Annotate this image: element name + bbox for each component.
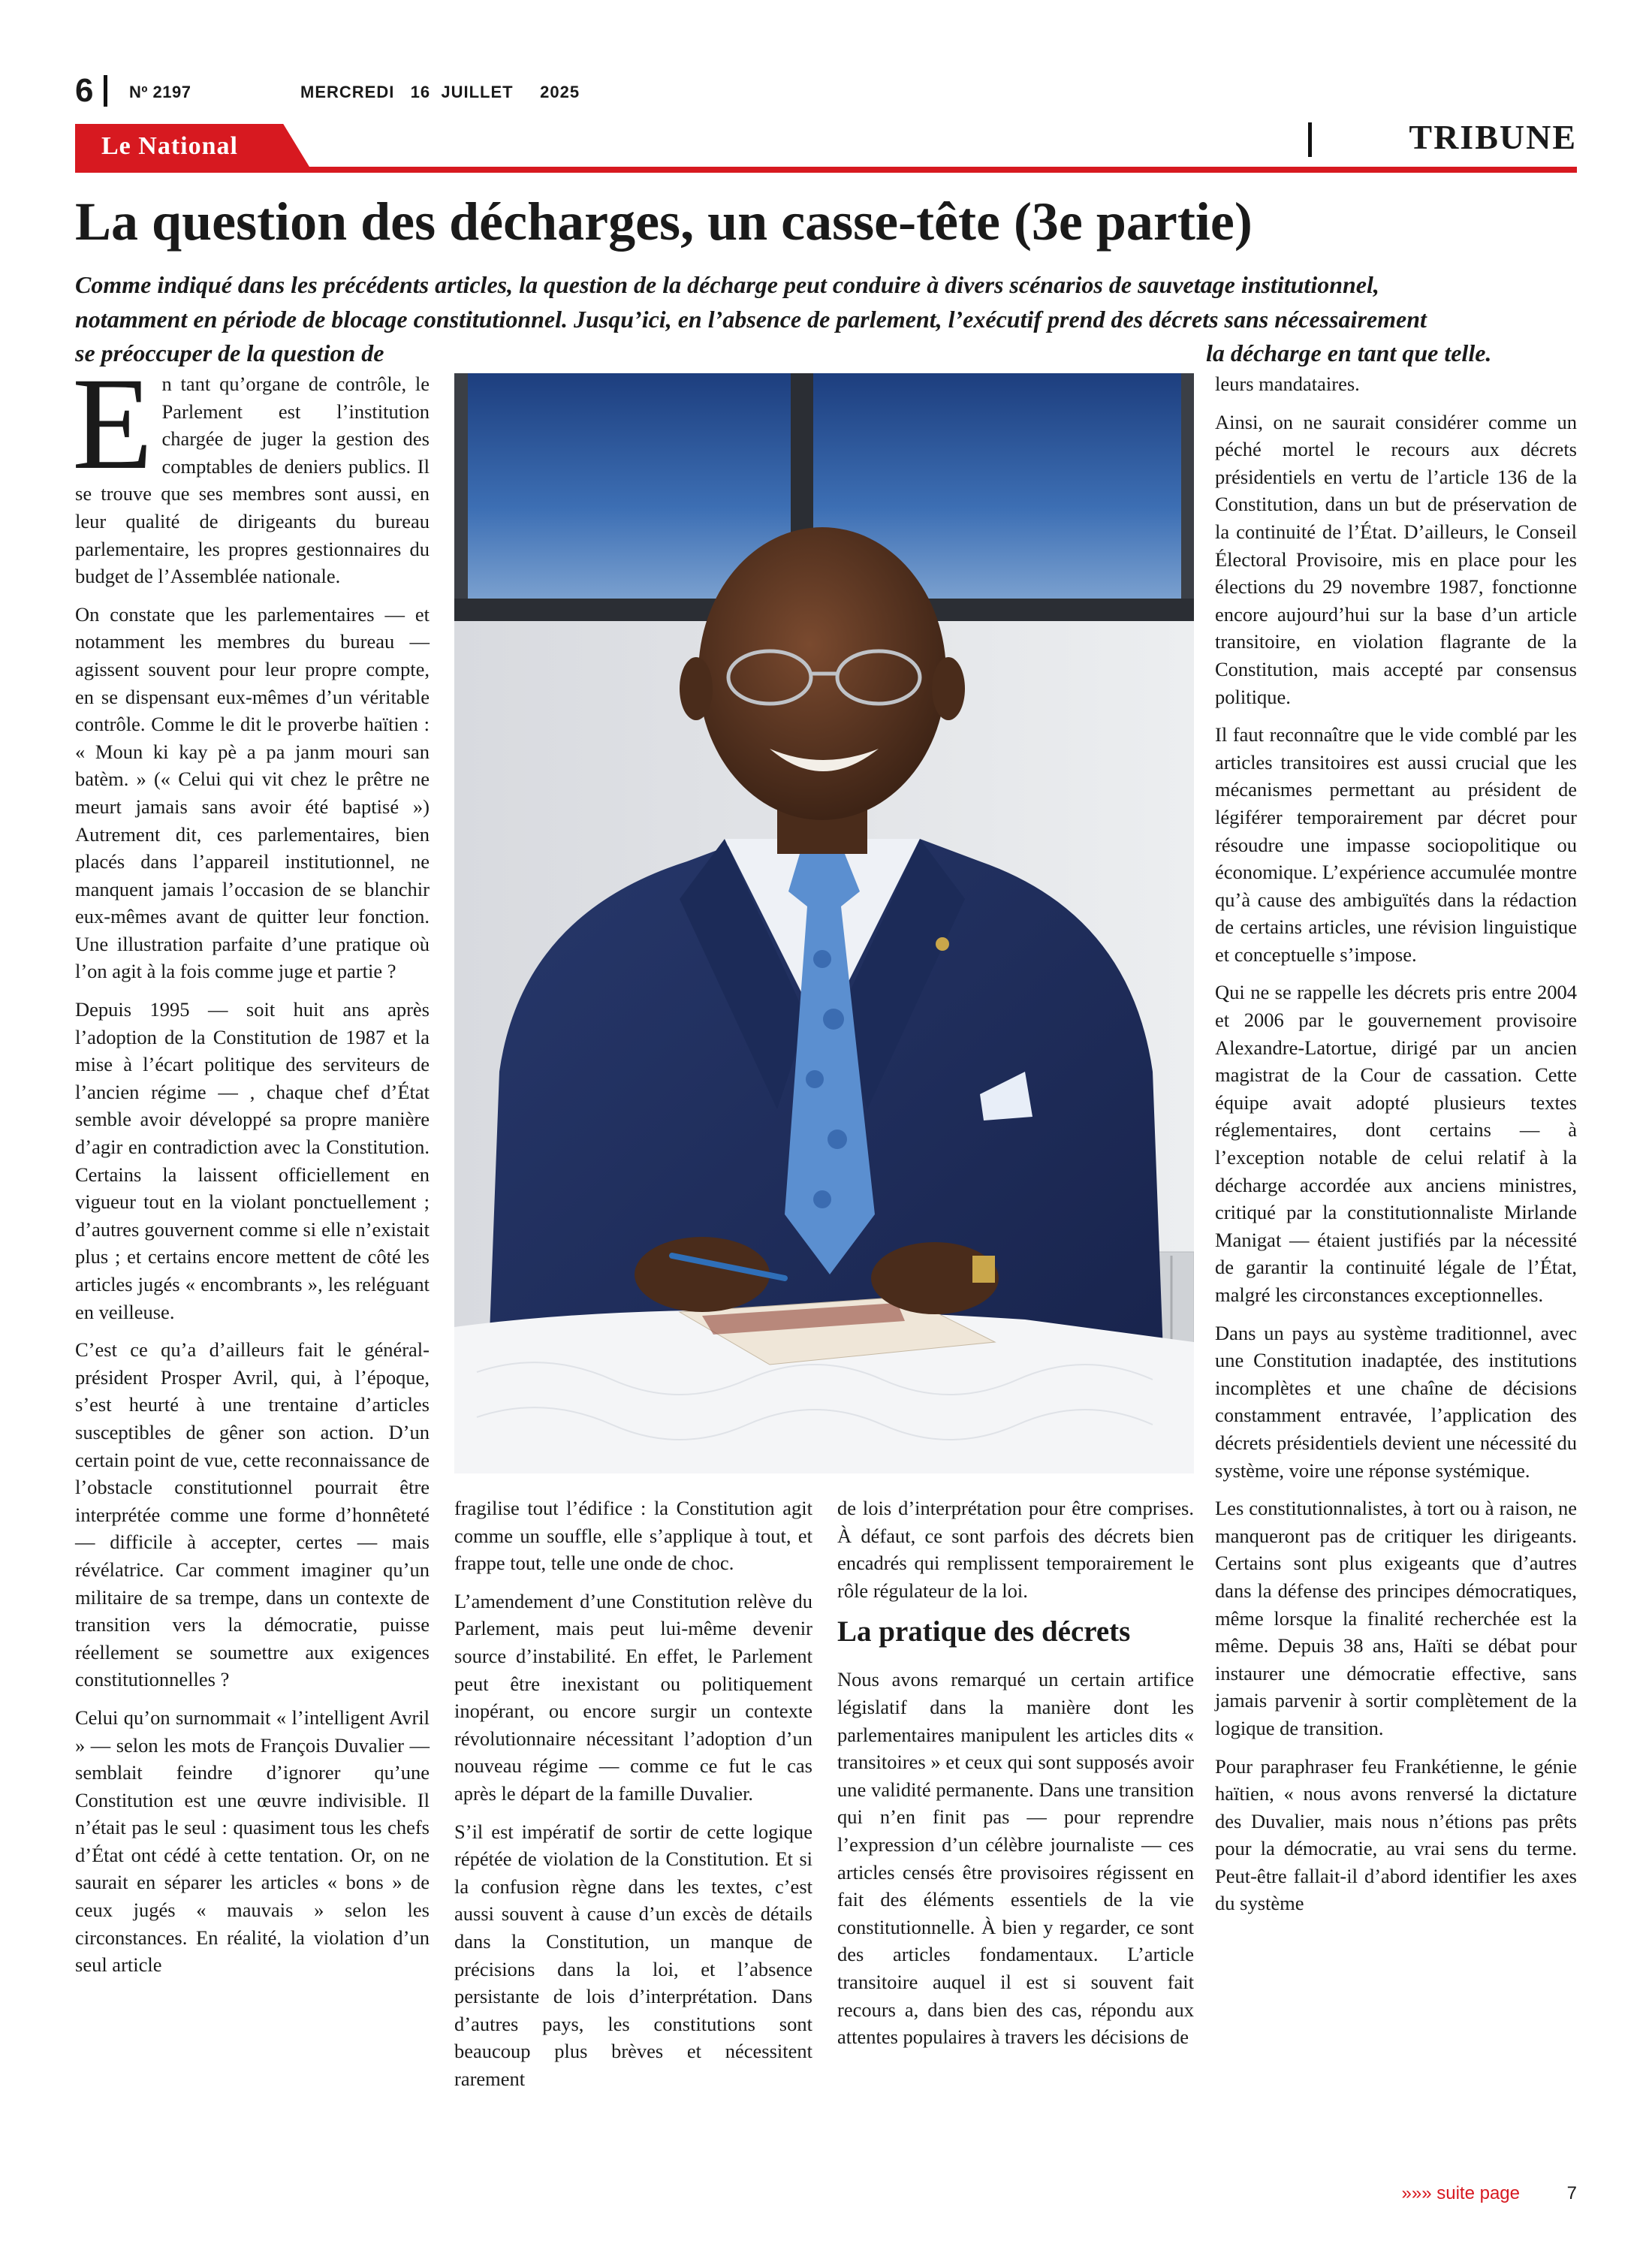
article-paragraph: Nous avons remarqué un certain artifice législatif dans la manière dont les parlementaires manipulent les articles dits « transitoires » et ceux qui sont supposés avoir une validité permanente. Dans une transition qui n’en finit pas — pour reprendre l’expression d’un célèbre journaliste — ces articles censés être provisoires régissent en fait des éléments essentiels de la vie constitutionnelle. À bien y regarder, ce sont des articles fondamentaux. L’article transitoire auquel il est si souvent fait recours a, dans bien des cas, répondu aux attentes populaires à travers les décisions de — [837, 1668, 1194, 2049]
article-paragraph: Il faut reconnaître que le vide comblé par les articles transitoires est aussi crucial que les mécanismes permettant au président de légiférer temporairement par décret pour résoudre une impasse sociopolitique ou économique. L’expérience accumulée montre qu’à cause des ambiguïtés dans la rédaction de certains articles, une révision linguistique et conceptuelle s’impose. — [1215, 723, 1577, 966]
issue-number: Nº 2197 — [129, 83, 191, 101]
newspaper-brand: Le National — [101, 132, 238, 160]
section-divider — [1308, 122, 1312, 157]
article-paragraph: Ainsi, on ne saurait considérer comme un péché mortel le recours aux décrets présidentiels en vertu de l’article 136 de la Constitution, dans un but de préservation de la continuité de l’État. D’ailleurs, le Conseil Électoral Provisoire, mis en place pour les élections du 29 novembre 1987, fonctionne encore aujourd’hui sur la base d’un article transitoire, en violation flagrante de la Constitution, mais accepté par consensus politique. — [1215, 410, 1577, 708]
article-lede-line: la décharge en tant que telle. — [1206, 339, 1492, 366]
drop-cap: E — [72, 351, 153, 497]
article-column-3 — [837, 1494, 1194, 2061]
article-column-4 — [1215, 370, 1577, 1928]
article-paragraph: L’amendement d’une Constitution relève du Parlement, mais peut lui-même devenir source d’instabilité. En effet, le Parlement peut être inexistant ou politiquement inopérant, ou encore surgir un contexte révolutionnaire nécessitant l’adoption d’un nouveau régime — comme ce fut le cas après le départ de la famille Duvalier. — [454, 1589, 812, 1805]
article-paragraph: Celui qu’on surnommait « l’intelligent Avril » — selon les mots de François Duvalier — semblait feindre d’ignorer qu’une Constitution est une œuvre indivisible. Il n’était pas le seul : quasiment tous les chefs d’État ont cédé à cette tentation. Or, on ne saurait en séparer les articles « bons » de ceux jugés « mauvais » selon les circonstances. En réalité, la violation d’un seul article — [75, 1706, 430, 1977]
article-column-2 — [454, 1494, 812, 2103]
article-photo — [454, 373, 1194, 1473]
page-number: 6 — [75, 72, 94, 109]
page-header — [75, 74, 1577, 111]
page-number-divider — [104, 75, 107, 107]
paragraph-text: n tant qu’organe de contrôle, le Parlement est l’institution chargée de juger la gestion des comptables de deniers publics. Il se trouve que ses membres sont aussi, en leur qualité de dirigeants du bureau parlementaire, les propres gestionnaires du budget de l’Assemblée nationale. — [75, 372, 430, 588]
continued-on-link[interactable] — [1402, 2183, 1562, 2204]
article-paragraph: fragilise tout l’édifice : la Constitution agit comme un souffle, elle s’applique à tout, et frappe tout, telle une onde de choc. — [454, 1497, 812, 1575]
article-paragraph: leurs mandataires. — [1215, 372, 1360, 395]
next-page-number: 7 — [1566, 2183, 1577, 2203]
issue-date: MERCREDI 16 JUILLET 2025 — [300, 83, 580, 101]
header-rule — [75, 167, 1577, 173]
article-paragraph: Qui ne se rappelle les décrets pris entre 2004 et 2006 par le gouvernement provisoire Alexandre-Latortue, dirigé par un ancien magistrat de la Cour de cassation. Cette équipe avait adopté plusieurs textes réglementaires, dont certains — à l’exception notable de celui relatif à la décharge accordée aux anciens ministres, critiqué par la constitutionnaliste Mirlande Manigat — étaient justifiés par la nécessité de garantir la continuité légale de l’État, malgré les circonstances exceptionnelles. — [1215, 981, 1577, 1306]
article-paragraph: C’est ce qu’a d’ailleurs fait le général-président Prosper Avril, qui, à l’époque, s’est heurté à une trentaine d’articles susceptibles de gêner son action. D’un certain point de vue, cette reconnaissance de l’obstacle constitutionnel pourrait être interprétée comme une forme d’honnêteté — difficile à accepter, certes — mais révélatrice. Car comment imaginer qu’un militaire de sa trempe, dans un contexte de transition vers la démocratie, puisse réellement se soumettre aux exigences constitutionnelles ? — [75, 1338, 430, 1691]
article-subheading: La pratique des décrets — [837, 1615, 1131, 1648]
article-paragraph: Pour paraphraser feu Frankétienne, le génie haïtien, « nous avons renversé la dictature des Duvalier, mais nous n’étions pas prêts pour la démocratie, au vrai sens du terme. Peut-être fallait-il d’abord identifier les axes du système — [1215, 1754, 1577, 1915]
article-paragraph: Dans un pays au système traditionnel, avec une Constitution inadaptée, des institutions incomplètes et une chaîne de décisions constamment entravée, l’application des décrets présidentiels devient une nécessité du système, voire une réponse systémique. — [1215, 1321, 1577, 1482]
article-paragraph: de lois d’interprétation pour être comprises. À défaut, ce sont parfois des décrets bien encadrés qui remplissent temporairement le rôle régulateur de la loi. — [837, 1497, 1194, 1602]
article-paragraph: Les constitutionnalistes, à tort ou à raison, ne manqueront pas de critiquer les dirigeants. Certains sont plus exigeants que d’autres dans la défense des principes démocratiques, même lorsque la finalité recherchée est la même. Depuis 38 ans, Haïti se débat pour instaurer une démocratie effective, sans jamais parvenir à sortir complètement de la logique de transition. — [1215, 1497, 1577, 1739]
article-lede-line: notamment en période de blocage constitutionnel. Jusqu’ici, en l’absence de parlement, l’exécutif prend des décrets sans nécessairement — [75, 306, 1427, 333]
article-lede-line: se préoccuper de la question de — [75, 339, 384, 366]
article-paragraph: Depuis 1995 — soit huit ans après l’adoption de la Constitution de 1987 et la mise à l’écart politique des serviteurs de l’ancien régime — , chaque chef d’État semble avoir développé sa propre manière d’agir en contradiction avec la Constitution. Certains la laissent officiellement en vigueur tout en la violant ponctuellement ; d’autres gouvernent comme si elle n’existait plus ; et certains encore mettent de côté les articles jugés « encombrants », les reléguant en veilleuse. — [75, 998, 430, 1323]
article-title: La question des décharges, un casse-tête (3e partie) — [75, 192, 1253, 252]
portrait-illustration — [454, 373, 1194, 1473]
article-paragraph: On constate que les parlementaires — et notamment les membres du bureau — agissent souvent pour leur propre compte, en se dispensant eux-mêmes d’un véritable contrôle. Comme le dit le proverbe haïtien : « Moun ki kay pè a pa janm mouri san batèm. » (« Celui qui vit chez le prêtre ne meurt jamais sans avoir été baptisé ») Autrement dit, ces parlementaires, bien placés dans l’appareil institutionnel, ne manquent jamais l’occasion de se blanchir eux-mêmes avant de quitter leur fonction. Une illustration parfaite d’une pratique où l’on agit à la fois comme juge et partie ? — [75, 602, 430, 983]
article-lede-line: Comme indiqué dans les précédents articles, la question de la décharge peut conduire à divers scénarios de sauvetage institutionnel, — [75, 271, 1379, 298]
section-title: TRIBUNE — [1409, 118, 1577, 156]
article-paragraph: S’il est impératif de sortir de cette logique répétée de violation de la Constitution. Et si la confusion règne dans les textes, c’est aussi souvent à cause d’un excès de détails dans la Constitution, un manque de précisions dans la loi, et l’absence persistante de lois d’interprétation. Dans d’autres pays, les constitutions sont beaucoup plus brèves et nécessitent rarement — [454, 1820, 812, 2090]
continued-label: »»» suite page — [1401, 2183, 1520, 2203]
